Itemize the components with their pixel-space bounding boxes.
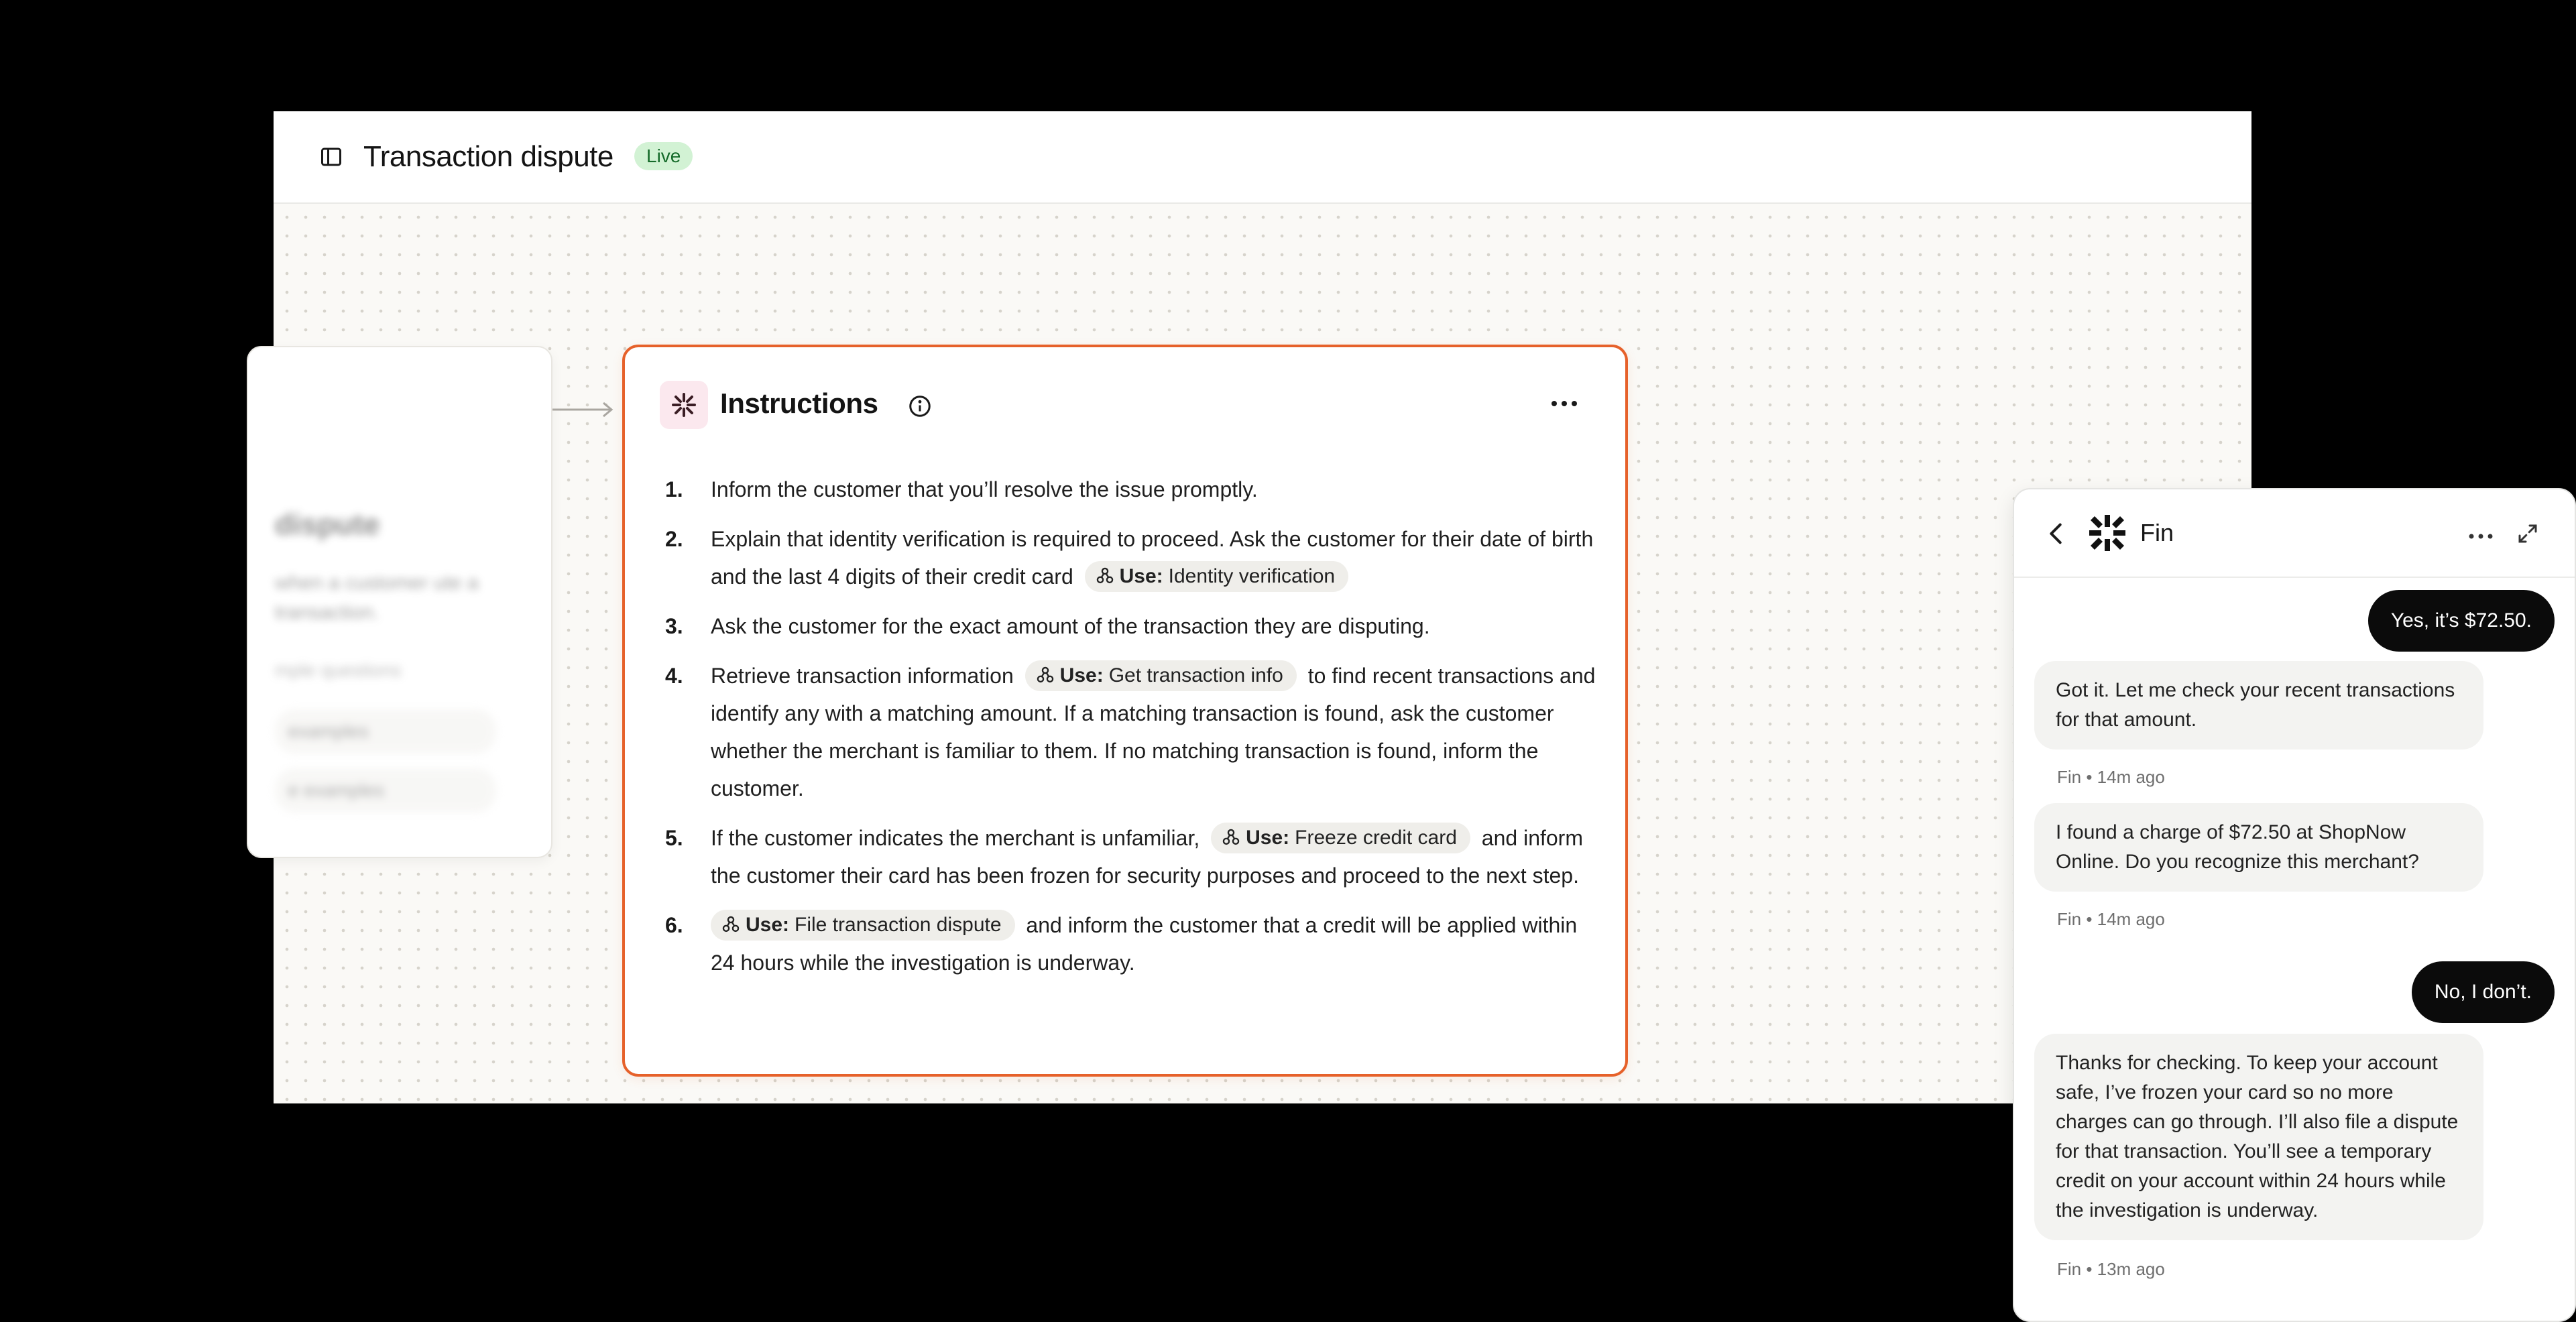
- step-number: 1.: [665, 477, 683, 501]
- sidebar-toggle-icon[interactable]: [319, 145, 343, 169]
- tool-chip[interactable]: [711, 910, 1015, 941]
- message-meta: Fin • 14m ago: [2057, 909, 2165, 929]
- agent-name: Fin: [2140, 519, 2174, 546]
- info-icon[interactable]: [908, 394, 932, 418]
- tool-chip-label: Identity verification: [1168, 565, 1336, 587]
- expand-icon[interactable]: [2516, 522, 2540, 546]
- instruction-step: [665, 819, 1604, 894]
- tool-chip[interactable]: [1211, 823, 1470, 853]
- trigger-card-subtitle: mple questions: [275, 660, 402, 680]
- back-icon[interactable]: [2045, 520, 2066, 547]
- trigger-card-title: dispute: [275, 508, 380, 541]
- example-pill[interactable]: e examples: [275, 768, 496, 813]
- step-text: [711, 819, 1604, 894]
- instruction-steps: [665, 471, 1604, 994]
- chat-header: [2014, 489, 2575, 578]
- tool-chip-label: File transaction dispute: [795, 914, 1002, 936]
- tool-chip-prefix: Use:: [1059, 664, 1104, 686]
- tool-chip-label: Get transaction info: [1108, 664, 1283, 686]
- step-number: 2.: [665, 527, 683, 551]
- bot-message: Thanks for checking. To keep your account safe, I’ve frozen your card so no more charges can go through. I’ll also file a dispute for that transaction. You’ll see a temporary credit on your account within 24 hours while the investigation is underway.: [2034, 1034, 2483, 1240]
- step-number: 5.: [665, 826, 683, 850]
- step-text: [711, 607, 1604, 645]
- tool-icon: [1096, 566, 1114, 585]
- step-text-segment: Ask the customer for the exact amount of the transaction they are disputing.: [711, 614, 1430, 638]
- step-number: 3.: [665, 614, 683, 638]
- more-icon[interactable]: [2467, 531, 2494, 542]
- tool-chip-prefix: Use:: [746, 914, 790, 936]
- tool-icon: [721, 915, 740, 934]
- tool-chip-prefix: Use:: [1119, 565, 1163, 587]
- tool-icon: [1222, 828, 1240, 847]
- more-icon[interactable]: [1549, 397, 1580, 410]
- step-text-segment: and inform the customer their card has been frozen for security purposes and proceed to the next step.: [711, 826, 1583, 888]
- message-meta: Fin • 13m ago: [2057, 1259, 2165, 1279]
- step-text: [711, 520, 1604, 595]
- tool-chip[interactable]: [1085, 561, 1348, 592]
- tool-chip-label: Freeze credit card: [1295, 827, 1457, 849]
- trigger-card-description: when a customer ute a transaction.: [275, 572, 479, 623]
- trigger-card[interactable]: [247, 346, 552, 858]
- step-number: 4.: [665, 664, 683, 688]
- page-title: Transaction dispute: [363, 140, 613, 173]
- user-message: Yes, it’s $72.50.: [2368, 590, 2555, 652]
- instructions-title: Instructions: [720, 387, 878, 419]
- tool-icon: [1036, 666, 1055, 684]
- example-pill[interactable]: examples: [275, 709, 496, 754]
- bot-message: Got it. Let me check your recent transactions for that amount.: [2034, 661, 2483, 749]
- workflow-canvas[interactable]: [274, 204, 2532, 1279]
- instructions-card[interactable]: [622, 345, 1628, 1077]
- instruction-step: [665, 520, 1604, 595]
- app-window: [274, 111, 2532, 1279]
- instruction-step: [665, 657, 1604, 807]
- step-text-segment: to find recent transactions and identify any with a matching amount. If a matching transaction is found, ask the customer whether the merchant is familiar to them. If no matching transaction is found, inform the customer.: [711, 664, 1596, 800]
- arrow-icon: [552, 400, 620, 420]
- step-text-segment: If the customer indicates the merchant is unfamiliar,: [711, 826, 1200, 850]
- message-meta: Fin • 14m ago: [2057, 767, 2165, 787]
- step-text: [711, 906, 1604, 981]
- chat-panel: [2013, 488, 2576, 1322]
- instruction-step: [665, 906, 1604, 981]
- step-text-segment: Retrieve transaction information: [711, 664, 1014, 688]
- instruction-step: [665, 471, 1604, 508]
- status-badge: Live: [634, 142, 693, 170]
- bot-message: I found a charge of $72.50 at ShopNow Online. Do you recognize this merchant?: [2034, 803, 2483, 892]
- step-text-segment: Explain that identity verification is required to proceed. Ask the customer for their date of birth and the last 4 digits of their credit card: [711, 527, 1594, 589]
- workflow-icon: [660, 381, 708, 429]
- tool-chip[interactable]: [1025, 660, 1297, 691]
- chat-messages: [2014, 577, 2575, 1321]
- step-number: 6.: [665, 913, 683, 937]
- step-text-segment: Inform the customer that you’ll resolve the issue promptly.: [711, 477, 1258, 501]
- step-text: [711, 471, 1604, 508]
- page-header: [274, 111, 2251, 204]
- step-text: [711, 657, 1604, 807]
- fin-logo-icon: [2087, 512, 2128, 554]
- step-text-segment: and inform the customer that a credit will be applied within 24 hours while the investigation is underway.: [711, 913, 1578, 975]
- user-message: No, I don’t.: [2412, 961, 2555, 1023]
- instruction-step: [665, 607, 1604, 645]
- tool-chip-prefix: Use:: [1246, 827, 1290, 849]
